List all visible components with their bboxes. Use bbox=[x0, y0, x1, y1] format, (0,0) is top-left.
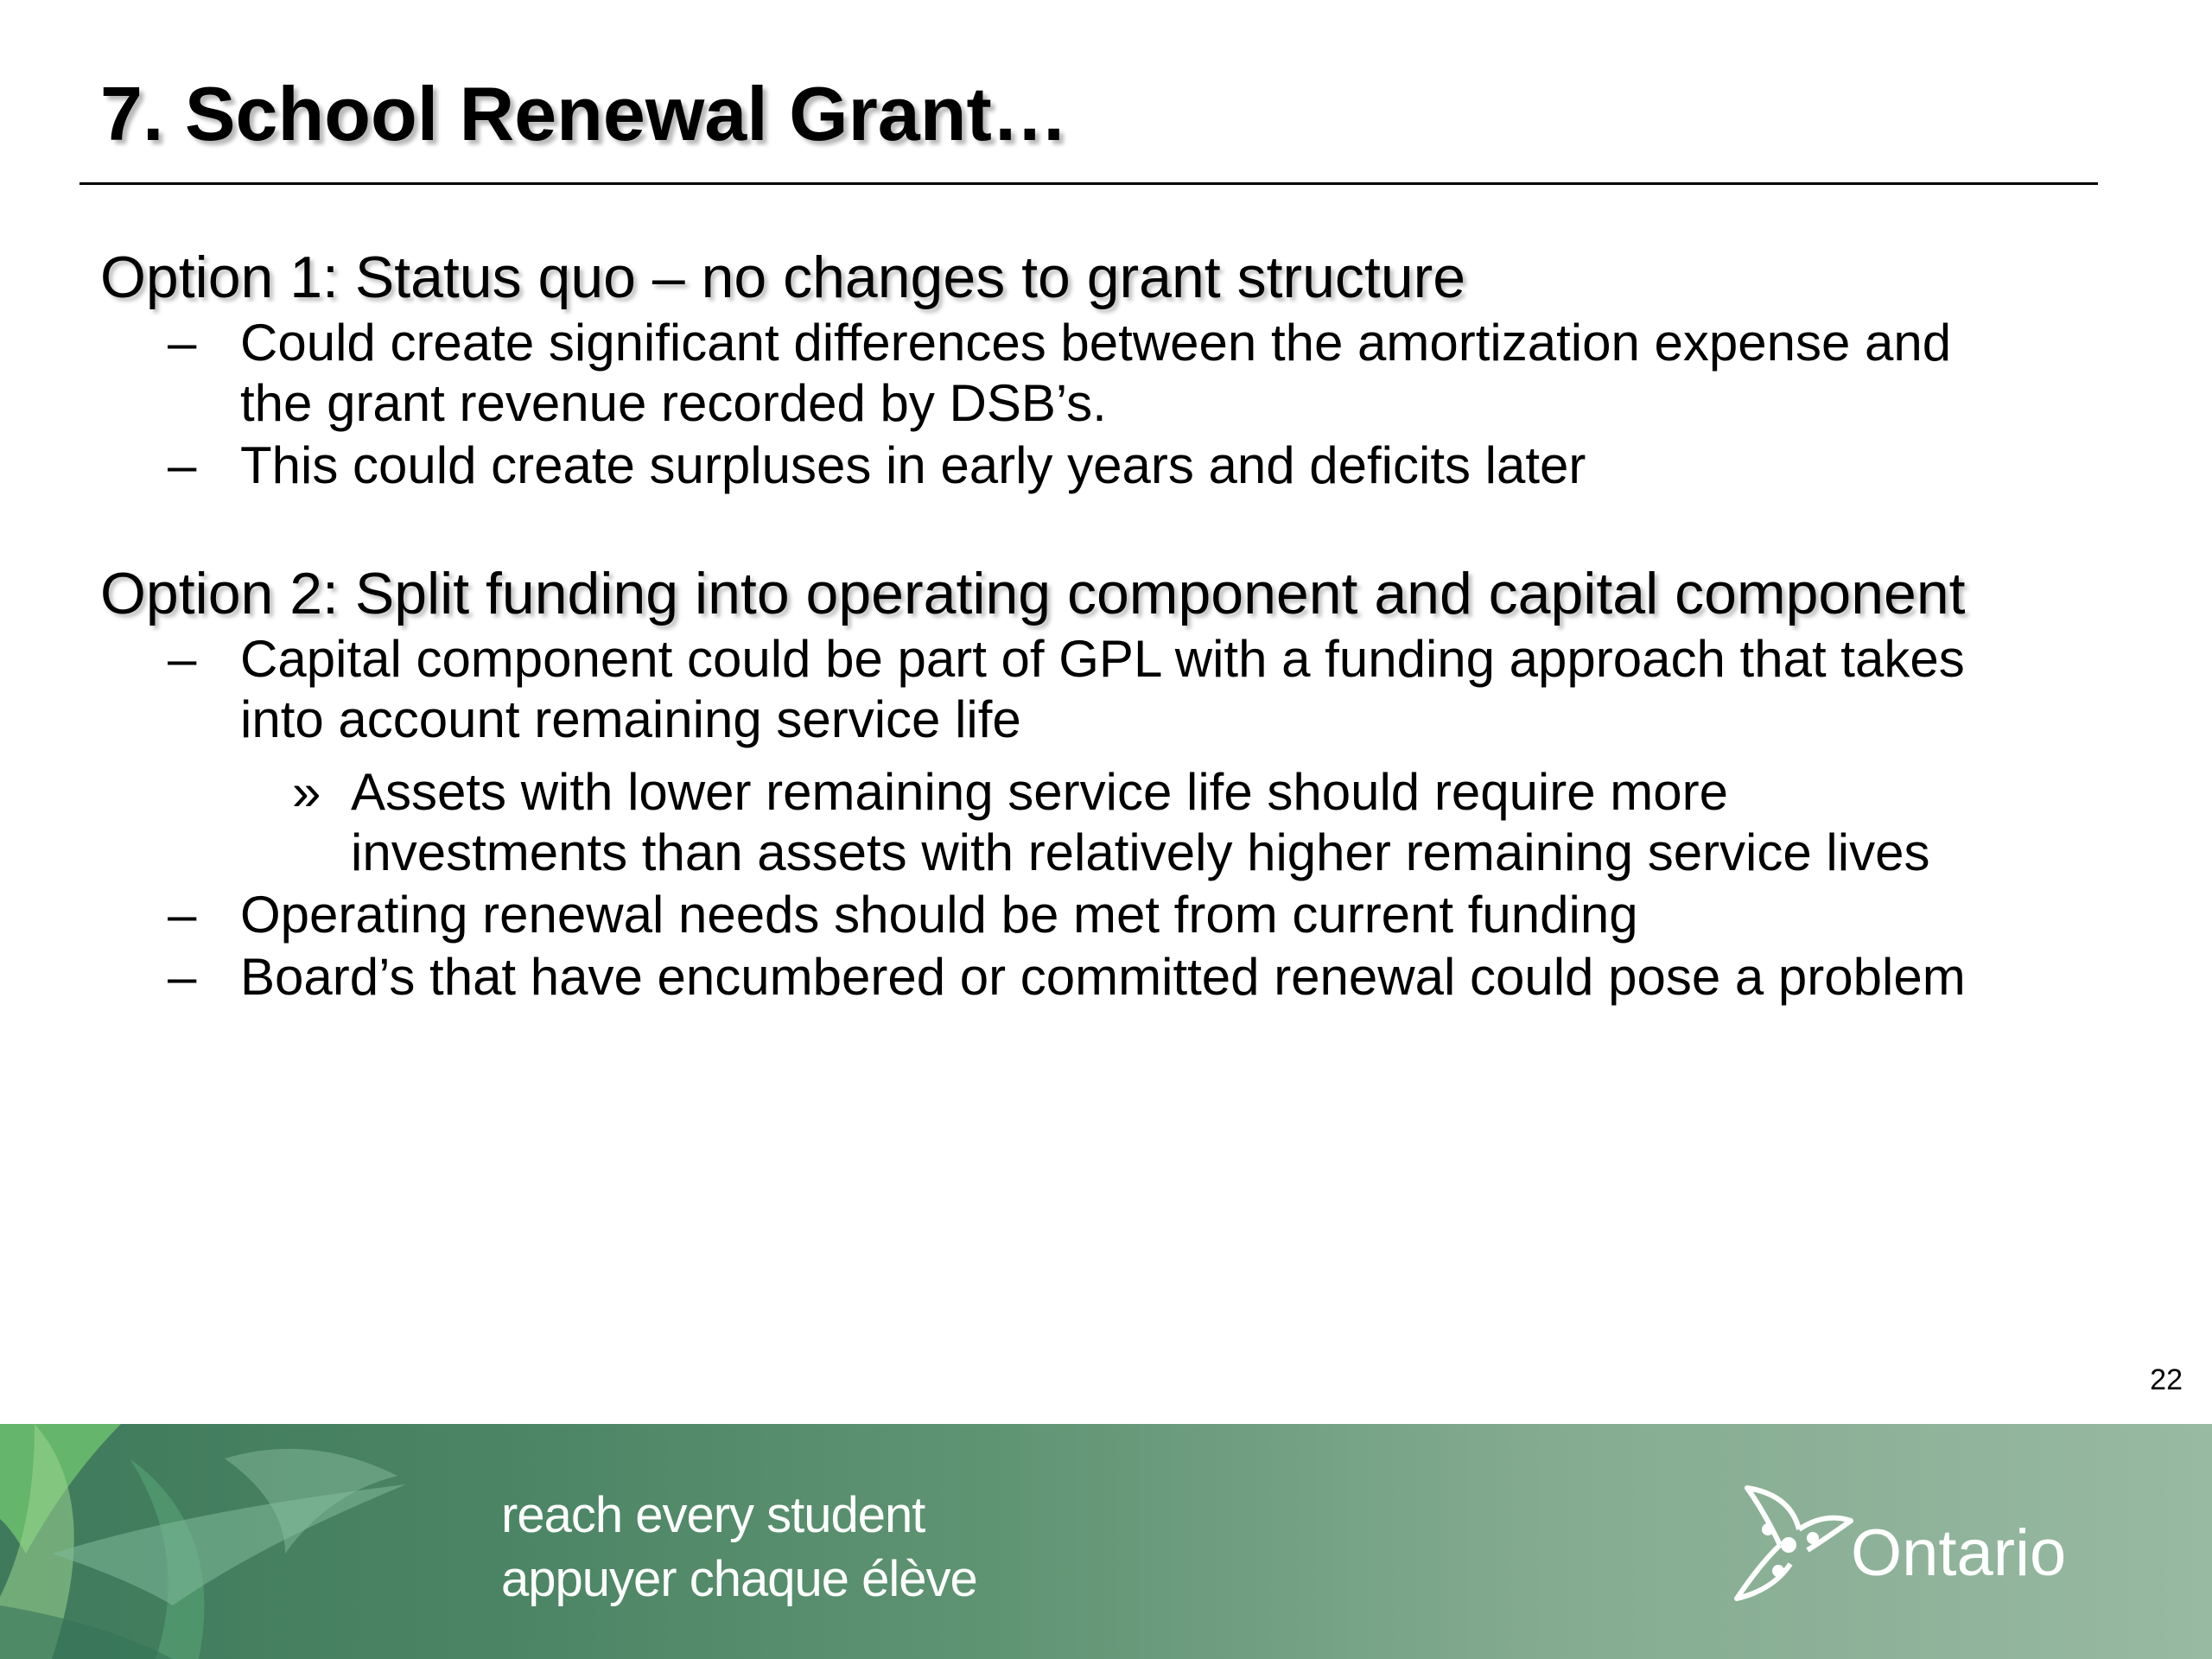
option-2 bbox=[100, 558, 2122, 1007]
ontario-wordmark: Ontario bbox=[1851, 1516, 2067, 1590]
chevron-marker: » bbox=[292, 763, 321, 821]
option-2-heading: Option 2: Split funding into operating component and capital component bbox=[100, 561, 1966, 626]
dash-marker: – bbox=[168, 436, 197, 494]
slide-title: 7. School Renewal Grant… bbox=[100, 71, 1068, 156]
bullet-line: Operating renewal needs should be met from current funding bbox=[240, 886, 1638, 944]
bullet-line: Board’s that have encumbered or committed renewal could pose a problem bbox=[240, 948, 1966, 1006]
bullet-line: investments than assets with relatively higher remaining service lives bbox=[351, 823, 1930, 881]
bullet-line: This could create surpluses in early years and deficits later bbox=[240, 436, 1586, 494]
option-1-bullet-1 bbox=[100, 313, 2122, 434]
page-number: 22 bbox=[2150, 1363, 2183, 1396]
dash-marker: – bbox=[168, 948, 197, 1006]
option-1-heading: Option 1: Status quo – no changes to grant structure bbox=[100, 245, 1466, 310]
bullet-line: into account remaining service life bbox=[240, 690, 1021, 748]
bullet-line: Could create significant differences between the amortization expense and bbox=[240, 314, 1952, 372]
slide-content bbox=[100, 242, 2122, 1007]
option-2-sub-bullet-1 bbox=[100, 762, 2122, 883]
tagline-english: reach every student bbox=[501, 1487, 925, 1543]
title-divider bbox=[79, 182, 2098, 185]
option-1 bbox=[100, 242, 2122, 496]
dash-marker: – bbox=[168, 314, 197, 372]
leaf-swoosh-graphic bbox=[0, 1424, 518, 1659]
option-2-bullet-2 bbox=[100, 885, 2122, 945]
option-1-bullet-2 bbox=[100, 435, 2122, 496]
bullet-line: the grant revenue recorded by DSB’s. bbox=[240, 374, 1107, 432]
option-2-bullet-3 bbox=[100, 947, 2122, 1007]
option-2-bullet-1 bbox=[100, 629, 2122, 750]
bullet-line: Assets with lower remaining service life should require more bbox=[351, 763, 1728, 821]
footer-banner bbox=[0, 1424, 2212, 1659]
dash-marker: – bbox=[168, 630, 197, 688]
bullet-line: Capital component could be part of GPL with a funding approach that takes bbox=[240, 630, 1965, 688]
dash-marker: – bbox=[168, 886, 197, 944]
tagline-french: appuyer chaque élève bbox=[501, 1551, 977, 1607]
trillium-icon bbox=[1730, 1478, 1859, 1607]
